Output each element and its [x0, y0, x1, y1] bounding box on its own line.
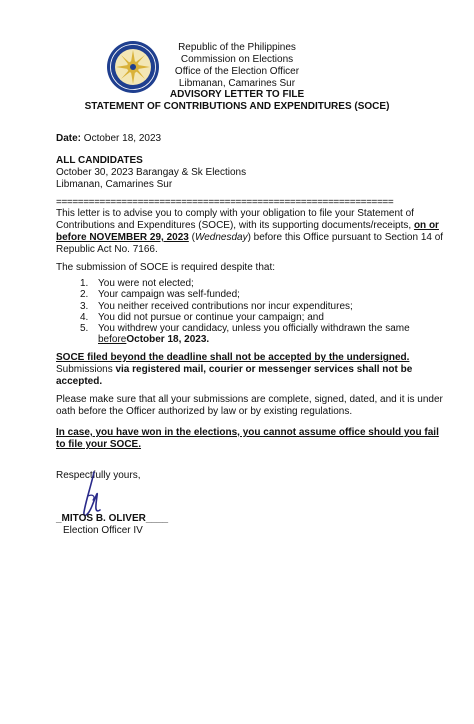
deadline-date: before NOVEMBER 29, 2023	[56, 232, 189, 243]
list-number: 5.	[80, 323, 89, 335]
notice-line	[56, 364, 418, 376]
paragraph-line	[56, 232, 444, 244]
paragraph-line: Republic Act No. 7166.	[56, 244, 158, 255]
list-text: You withdrew your candidacy, unless you officially withdrawn the same	[98, 323, 410, 335]
recipient-line: Libmanan, Camarines Sur	[56, 179, 173, 190]
letterhead-line: Libmanan, Camarines Sur	[178, 78, 296, 89]
paragraph-line: This letter is to advise you to comply with your obligation to file your Statement of	[56, 208, 414, 219]
list-before-text: before	[98, 334, 127, 346]
separator-line: ==============================================================	[56, 197, 394, 208]
paragraph-line	[56, 220, 439, 232]
list-item-continuation	[80, 334, 410, 345]
warning-line: In case, you have won in the elections, you cannot assume office should you fail	[56, 427, 439, 438]
list-number: 3.	[80, 300, 89, 312]
list-item	[80, 301, 410, 312]
date-label: Date:	[56, 133, 82, 144]
warning-line: to file your SOCE.	[56, 439, 142, 450]
date-line	[56, 133, 161, 145]
late-filing-notice	[56, 352, 418, 388]
deadline-weekday: Wednesday	[194, 232, 248, 243]
title-line: ADVISORY LETTER TO FILE	[169, 89, 305, 100]
letterhead-line: Office of the Election Officer	[174, 66, 300, 77]
advisory-paragraph	[56, 208, 444, 256]
requirement-list	[80, 278, 410, 346]
letterhead	[0, 42, 474, 90]
document-title	[0, 89, 474, 113]
reminder-line: Please make sure that all your submissions are complete, signed, dated, and it is under	[56, 394, 443, 405]
recipient-heading: ALL CANDIDATES	[56, 155, 143, 166]
list-item	[80, 278, 410, 289]
paragraph-text: (	[188, 232, 195, 243]
list-item	[80, 323, 410, 334]
reminder-line: oath before the Officer authorized by law or by existing regulations.	[56, 406, 353, 417]
signatory-position: Election Officer IV	[63, 525, 143, 536]
recipient-block	[56, 155, 246, 191]
recipient-line: October 30, 2023 Barangay & Sk Elections	[56, 167, 247, 178]
list-number: 4.	[80, 311, 89, 323]
signatory-name: _MITOS B. OLIVER____	[56, 513, 169, 524]
requirement-intro: The submission of SOCE is required despite that:	[56, 262, 275, 273]
list-number: 1.	[80, 278, 89, 289]
title-line: STATEMENT OF CONTRIBUTIONS AND EXPENDITURES (SOCE)	[84, 101, 390, 112]
list-text: You neither received contributions nor incur expenditures;	[98, 300, 353, 312]
list-text: Your campaign was self-funded;	[98, 289, 240, 301]
list-number: 2.	[80, 289, 89, 301]
notice-bold-text: via registered mail, courier or messenger services shall not be	[115, 364, 413, 375]
closing-salutation: Respectfully yours,	[56, 470, 141, 481]
reminder-paragraph	[56, 394, 443, 418]
paragraph-text: Contributions and Expenditures (SOCE), with its supporting documents/receipts,	[56, 220, 414, 231]
paragraph-text: ) before this Office pursuant to Section 14 of	[247, 232, 444, 243]
deadline-text: on or	[413, 220, 439, 231]
letterhead-line: Republic of the Philippines	[178, 42, 296, 53]
list-text: You were not elected;	[98, 278, 194, 289]
date-value: October 18, 2023	[83, 133, 162, 144]
warning-paragraph	[56, 427, 439, 451]
signatory-block	[56, 513, 168, 537]
notice-line: SOCE filed beyond the deadline shall not be accepted by the undersigned.	[56, 352, 410, 363]
notice-line: accepted.	[56, 376, 103, 387]
list-item	[80, 289, 410, 300]
notice-text: Submissions	[56, 364, 116, 375]
list-date-text: October 18, 2023.	[126, 334, 210, 346]
list-text: You did not pursue or continue your campaign; and	[98, 311, 324, 323]
list-item	[80, 312, 410, 323]
letterhead-line: Commission on Elections	[180, 54, 294, 65]
